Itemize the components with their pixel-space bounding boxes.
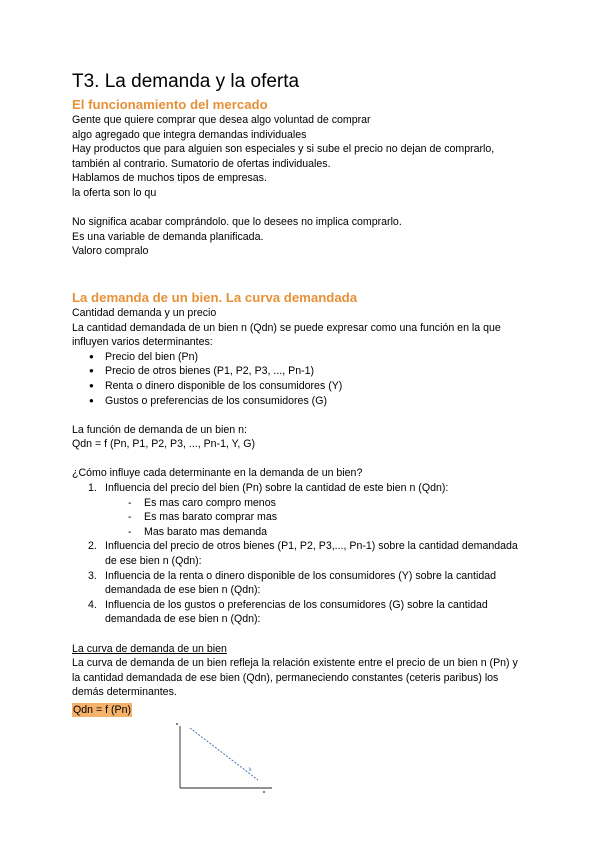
y-axis-mark: [176, 723, 178, 725]
highlighted-formula: Qdn = f (Pn): [73, 703, 131, 716]
paragraph-line: la oferta son lo qu: [72, 186, 157, 199]
paragraph-line: Cantidad demanda y un precio: [72, 306, 217, 319]
paragraph-line: también al contrario. Sumatorio de ofertas individuales.: [72, 157, 331, 170]
sub-list-item: - Mas barato mas demanda: [72, 525, 528, 540]
curve-heading: La curva de demanda de un bien: [72, 642, 227, 655]
list-item: 1. Influencia del precio del bien (Pn) sobre la cantidad de este bien n (Qdn):: [88, 482, 449, 495]
paragraph-line: No significa acabar comprándolo. que lo desees no implica comprarlo.: [72, 216, 402, 229]
paragraph-line: algo agregado que integra demandas individuales: [72, 128, 307, 141]
question-line: ¿Cómo influye cada determinante en la demanda de un bien?: [72, 467, 363, 480]
curve-paragraph: La curva de demanda de un bien refleja la relación existente entre el precio de un bien n (Pn) y la cantidad demandada de ese bien (Qdn), permaneciendo constantes (ceteris paribus) los demás determinantes.: [72, 657, 518, 699]
paragraph-line: Valoro compralo: [72, 245, 149, 258]
page-title: T3. La demanda y la oferta: [72, 71, 300, 92]
paragraph-line: Es una variable de demanda planificada.: [72, 230, 264, 243]
function-formula: Qdn = f (Pn, P1, P2, P3, ..., Pn-1, Y, G): [72, 438, 256, 451]
paragraph-line: influyen varios determinantes:: [72, 336, 213, 349]
influence-list-continued: [72, 539, 528, 627]
section-heading-mercado: El funcionamiento del mercado: [72, 97, 268, 112]
list-item: ● Precio del bien (Pn): [72, 350, 528, 365]
demand-curve-sketch: [172, 720, 282, 794]
determinants-list: [72, 350, 528, 408]
sub-list: [72, 496, 528, 540]
function-label: La función de demanda de un bien n:: [72, 423, 247, 436]
section-heading-demanda: La demanda de un bien. La curva demandada: [72, 289, 358, 305]
x-axis-mark: [263, 791, 265, 793]
sub-list-item: - Es mas barato comprar mas: [72, 510, 528, 525]
sub-list-item: - Es mas caro compro menos: [72, 496, 528, 511]
paragraph-line: Gente que quiere comprar que desea algo voluntad de comprar: [72, 114, 371, 126]
influence-list: [72, 481, 528, 496]
curve-mark: k: [249, 766, 252, 773]
document-page: [72, 70, 528, 794]
paragraph-line: Hay productos que para alguien son especiales y si sube el precio no dejan de comprarlo,: [72, 143, 495, 156]
paragraph-line: Hablamos de muchos tipos de empresas.: [72, 172, 267, 185]
demand-line: [190, 728, 258, 780]
list-item: 2. Influencia del precio de otros bienes (P1, P2, P3,..., Pn-1) sobre la cantidad demandada de ese bien n (Qdn):: [88, 540, 518, 568]
list-item: 4. Influencia de los gustos o preferencias de los consumidores (G) sobre la cantidad demandada de ese bien n (Qdn):: [88, 598, 488, 626]
list-item: ● Precio de otros bienes (P1, P2, P3, ..., Pn-1): [72, 364, 528, 379]
paragraph-line: La cantidad demandada de un bien n (Qdn) se puede expresar como una función en la que: [72, 321, 501, 334]
list-item: ● Renta o dinero disponible de los consumidores (Y): [72, 379, 528, 394]
list-item: 3. Influencia de la renta o dinero disponible de los consumidores (Y) sobre la cantidad demandada de ese bien n (Qdn):: [88, 569, 497, 597]
list-item: ● Gustos o preferencias de los consumidores (G): [72, 394, 528, 409]
